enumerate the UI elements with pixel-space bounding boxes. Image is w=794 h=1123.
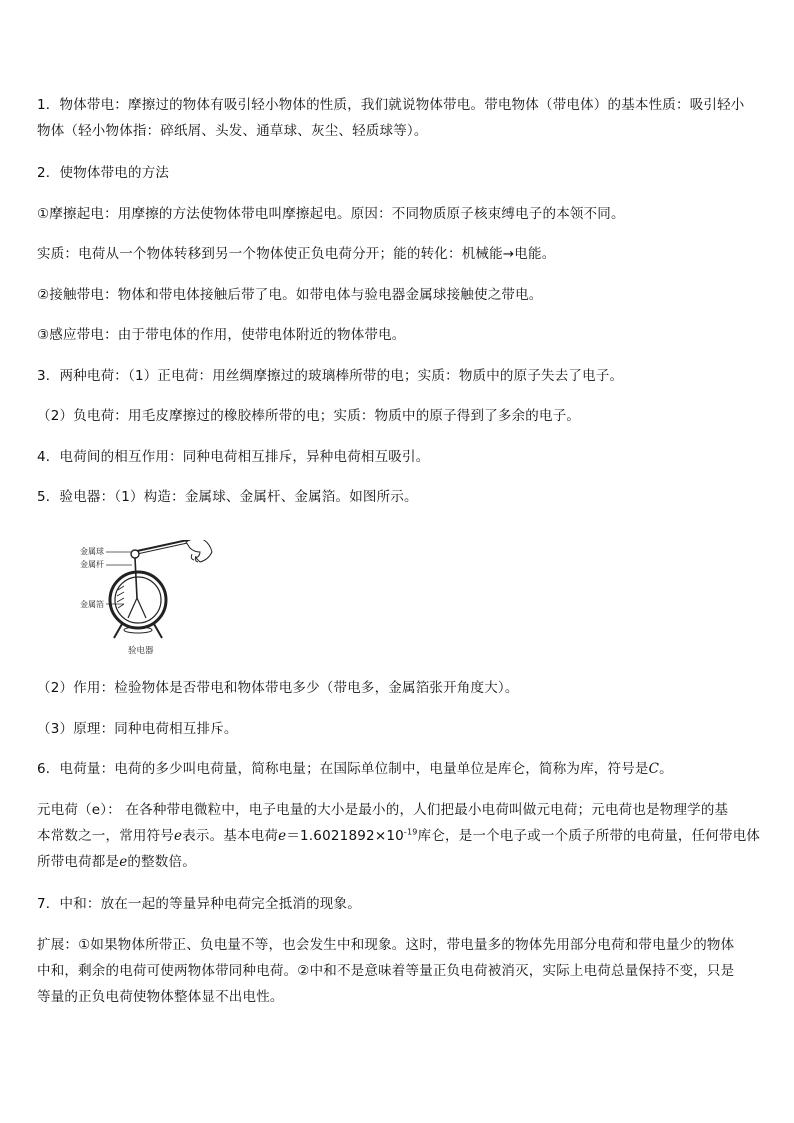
symbol-e: e <box>174 828 183 844</box>
paragraph-elementary-charge <box>37 797 759 875</box>
text-segment: 本常数之一，常用符号 <box>37 828 174 844</box>
text-line: 扩展：①如果物体所带正、负电量不等，也会发生中和现象。这时，带电量多的物体先用部分电荷和带电量少的物体 <box>37 937 735 953</box>
text-segment: 。 <box>659 761 673 777</box>
text-line: 等量的正负电荷使物体整体显不出电性。 <box>37 989 284 1005</box>
label-metal-foil: 金属箔 <box>80 600 104 609</box>
text-segment: ＝1.6021892×10 <box>286 828 404 844</box>
label-metal-ball: 金属球 <box>80 547 104 556</box>
paragraph-interaction: 4．电荷间的相互作用：同种电荷相互排斥，异种电荷相互吸引。 <box>37 449 430 465</box>
exponent: -19 <box>403 827 418 837</box>
text-line: 1．物体带电：摩擦过的物体有吸引轻小物体的性质，我们就说物体带电。带电物体（带电体）的基本性质：吸引轻小 <box>37 97 745 113</box>
text-line <box>37 849 759 875</box>
heading-charging-methods: 2．使物体带电的方法 <box>37 165 170 181</box>
paragraph-contact-charging: ②接触带电：物体和带电体接触后带了电。如带电体与验电器金属球接触使之带电。 <box>37 287 543 303</box>
paragraph-charge-quantity <box>37 756 759 782</box>
figure-caption: 验电器 <box>128 646 154 655</box>
symbol-e: e <box>278 828 287 844</box>
text-segment: 所带电荷都是 <box>37 854 120 870</box>
text-segment: 的整数倍。 <box>127 854 196 870</box>
text-line: 元电荷（e）： 在各种带电微粒中，电子电量的大小是最小的，人们把最小电荷叫做元电荷；元电荷也是物理学的基 <box>37 802 729 818</box>
text-line: 中和，剩余的电荷可使两物体带同种电荷。②中和不是意味着等量正负电荷被消灭，实际上电荷总量保持不变，只是 <box>37 963 735 979</box>
paragraph-negative-charge: （2）负电荷：用毛皮摩擦过的橡胶棒所带的电；实质：物质中的原子得到了多余的电子。 <box>37 408 581 424</box>
symbol-coulomb: C <box>648 761 660 777</box>
paragraph-charged-object <box>37 92 759 144</box>
symbol-e: e <box>119 854 128 870</box>
text-segment: 表示。基本电荷 <box>182 828 279 844</box>
paragraph-extension <box>37 932 759 1010</box>
paragraph-neutralization: 7．中和：放在一起的等量异种电荷完全抵消的现象。 <box>37 896 361 912</box>
paragraph-essence: 实质：电荷从一个物体转移到另一个物体使正负电荷分开；能的转化：机械能→电能。 <box>37 246 556 262</box>
electroscope-illustration <box>80 540 230 655</box>
text-line <box>37 823 759 849</box>
text-line: 物体（轻小物体指：碎纸屑、头发、通草球、灰尘、轻质球等）。 <box>37 123 428 139</box>
paragraph-induction-charging: ③感应带电：由于带电体的作用，使带电体附近的物体带电。 <box>37 327 406 343</box>
electroscope-figure <box>80 540 230 655</box>
paragraph-function: （2）作用：检验物体是否带电和物体带电多少（带电多，金属箔张开角度大）。 <box>37 680 519 696</box>
paragraph-electroscope: 5．验电器：（1）构造：金属球、金属杆、金属箔。如图所示。 <box>37 489 418 505</box>
text-segment: 6．电荷量：电荷的多少叫电荷量，简称电量；在国际单位制中，电量单位是库仑，简称为库，符号是 <box>37 761 649 777</box>
paragraph-two-charges: 3．两种电荷：（1）正电荷：用丝绸摩擦过的玻璃棒所带的电；实质：物质中的原子失去了电子。 <box>37 368 624 384</box>
paragraph-principle: （3）原理：同种电荷相互排斥。 <box>37 721 238 737</box>
text-segment: 库仑，是一个电子或一个质子所带的电荷量，任何带电体 <box>417 828 761 844</box>
paragraph-friction-charging: ①摩擦起电：用摩擦的方法使物体带电叫摩擦起电。原因：不同物质原子核束缚电子的本领不同。 <box>37 206 625 222</box>
label-metal-rod: 金属杆 <box>80 560 104 569</box>
